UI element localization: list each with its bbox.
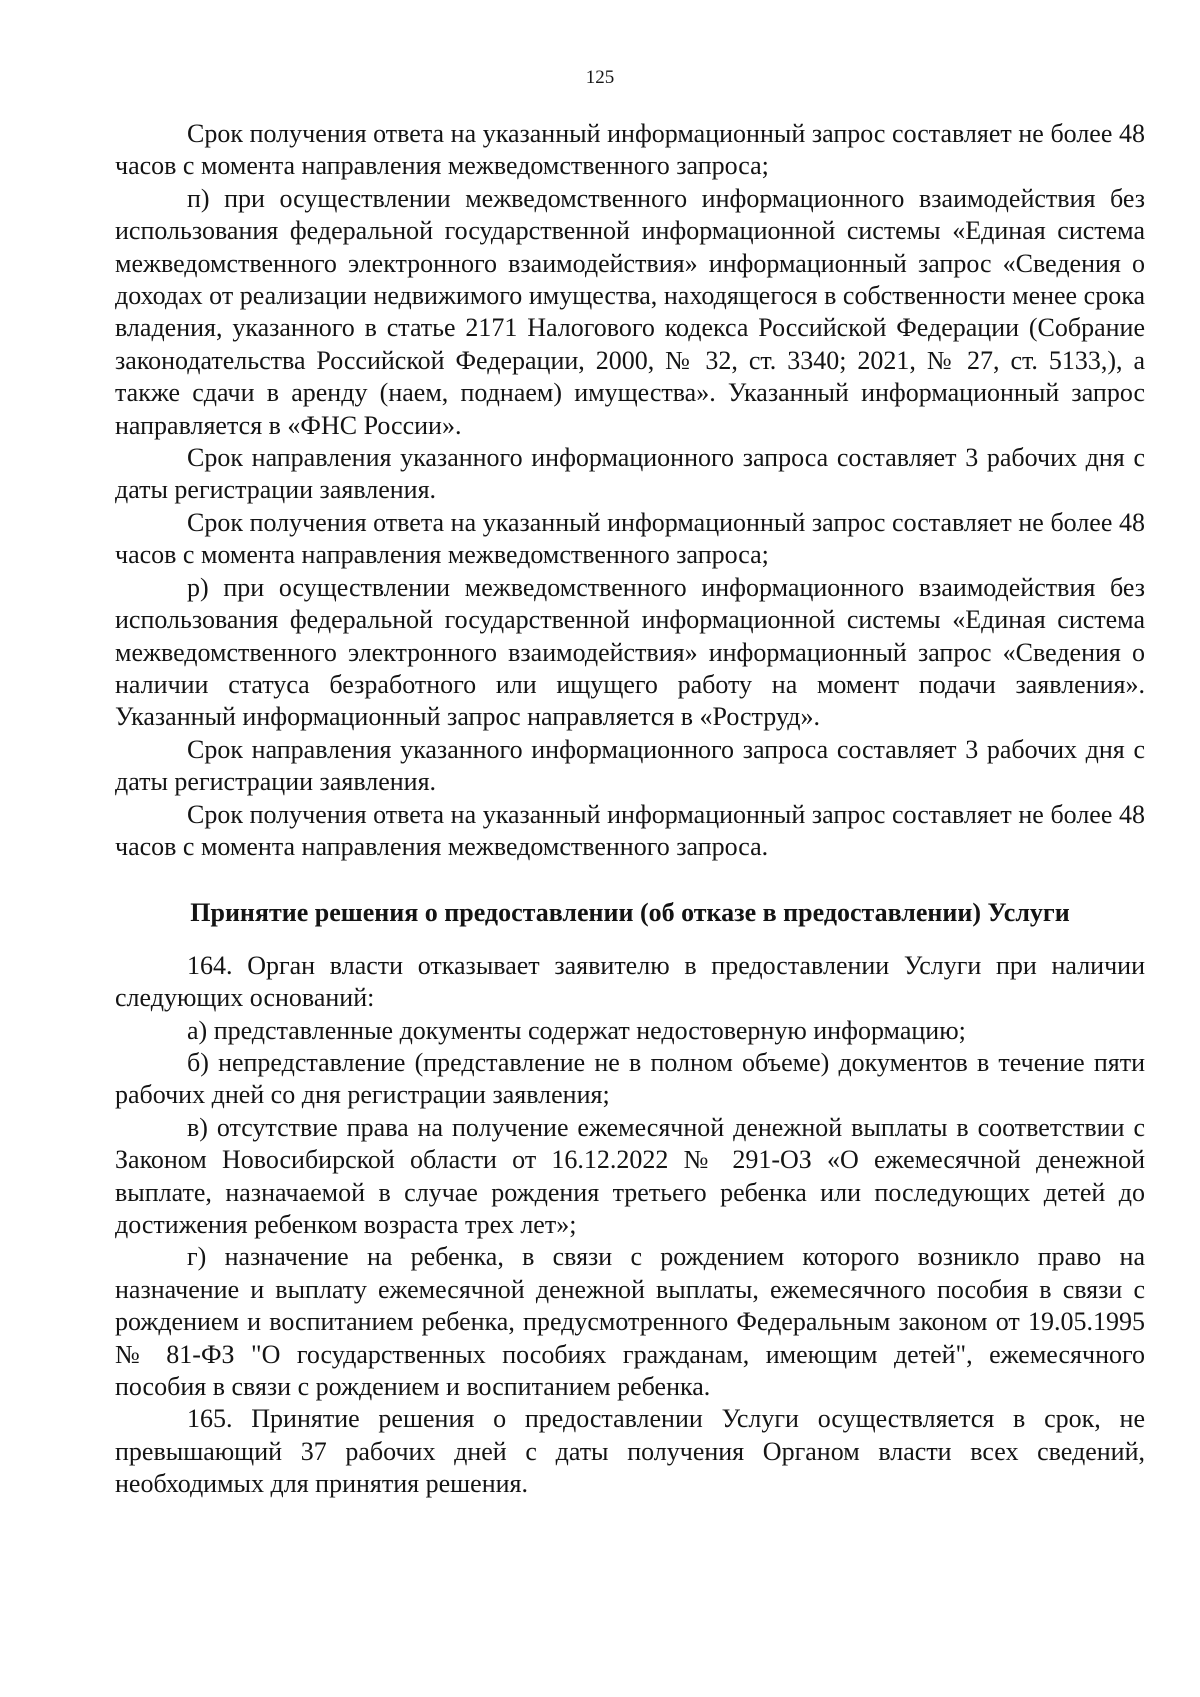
document-body: [115, 118, 1145, 1501]
paragraph-item-p: п) при осуществлении межведомственного информационного взаимодействия без использования федеральной государственной информационной системы «Единая система межведомственного электронного взаимодействия» информационный запрос «Сведения о доходах от реализации недвижимого имущества, находящегося в собственности менее срока владения, указанного в статье 2171 Налогового кодекса Российской Федерации (Собрание законодательства Российской Федерации, 2000, № 32, ст. 3340; 2021, № 27, ст. 5133,), а также сдачи в аренду (наем, поднаем) имущества». Указанный информационный запрос направляется в «ФНС России».: [115, 183, 1145, 440]
paragraph-item-b: б) непредставление (представление не в полном объеме) документов в течение пяти рабочих дней со дня регистрации заявления;: [115, 1047, 1145, 1110]
paragraph-send-deadline-2: Срок направления указанного информационного запроса составляет 3 рабочих дня с даты регистрации заявления.: [115, 734, 1145, 797]
paragraph-send-deadline-1: Срок направления указанного информационного запроса составляет 3 рабочих дня с даты регистрации заявления.: [115, 443, 1145, 505]
paragraph-item-r: р) при осуществлении межведомственного информационного взаимодействия без использования федеральной государственной информационной системы «Единая система межведомственного электронного взаимодействия» информационный запрос «Сведения о наличии статуса безработного или ищущего работу на момент подачи заявления». Указанный информационный запрос направляется в «Роструд».: [115, 572, 1145, 732]
paragraph-response-deadline-3: Срок получения ответа на указанный информационный запрос составляет не более 48 часов с момента направления межведомственного запроса.: [115, 799, 1145, 861]
paragraph-164: 164. Орган власти отказывает заявителю в предоставлении Услуги при наличии следующих оснований:: [115, 950, 1145, 1013]
page-number: 125: [585, 67, 615, 88]
paragraph-response-deadline-1: Срок получения ответа на указанный информационный запрос составляет не более 48 часов с момента направления межведомственного запроса;: [115, 119, 1145, 181]
paragraph-response-deadline-2: Срок получения ответа на указанный информационный запрос составляет не более 48 часов с момента направления межведомственного запроса;: [115, 507, 1145, 570]
paragraph-item-v: в) отсутствие права на получение ежемесячной денежной выплаты в соответствии с Законом Новосибирской области от 16.12.2022 № 291-ОЗ «О ежемесячной денежной выплате, назначаемой в случае рождения третьего ребенка или последующих детей до достижения ребенком возраста трех лет»;: [115, 1112, 1145, 1239]
paragraph-165: 165. Принятие решения о предоставлении Услуги осуществляется в срок, не превышающий 37 рабочих дней с даты получения Органом власти всех сведений, необходимых для принятия решения.: [115, 1404, 1145, 1499]
paragraph-item-a: а) представленные документы содержат недостоверную информацию;: [187, 1015, 966, 1045]
section-heading: Принятие решения о предоставлении (об отказе в предоставлении) Услуги: [190, 898, 1070, 928]
paragraph-item-g: г) назначение на ребенка, в связи с рождением которого возникло право на назначение и выплату ежемесячной денежной выплаты, ежемесячного пособия в связи с рождением и воспитанием ребенка, предусмотренного Федеральным законом от 19.05.1995 № 81-ФЗ "О государственных пособиях гражданам, имеющим детей", ежемесячного пособия в связи с рождением и воспитанием ребенка.: [115, 1242, 1145, 1402]
